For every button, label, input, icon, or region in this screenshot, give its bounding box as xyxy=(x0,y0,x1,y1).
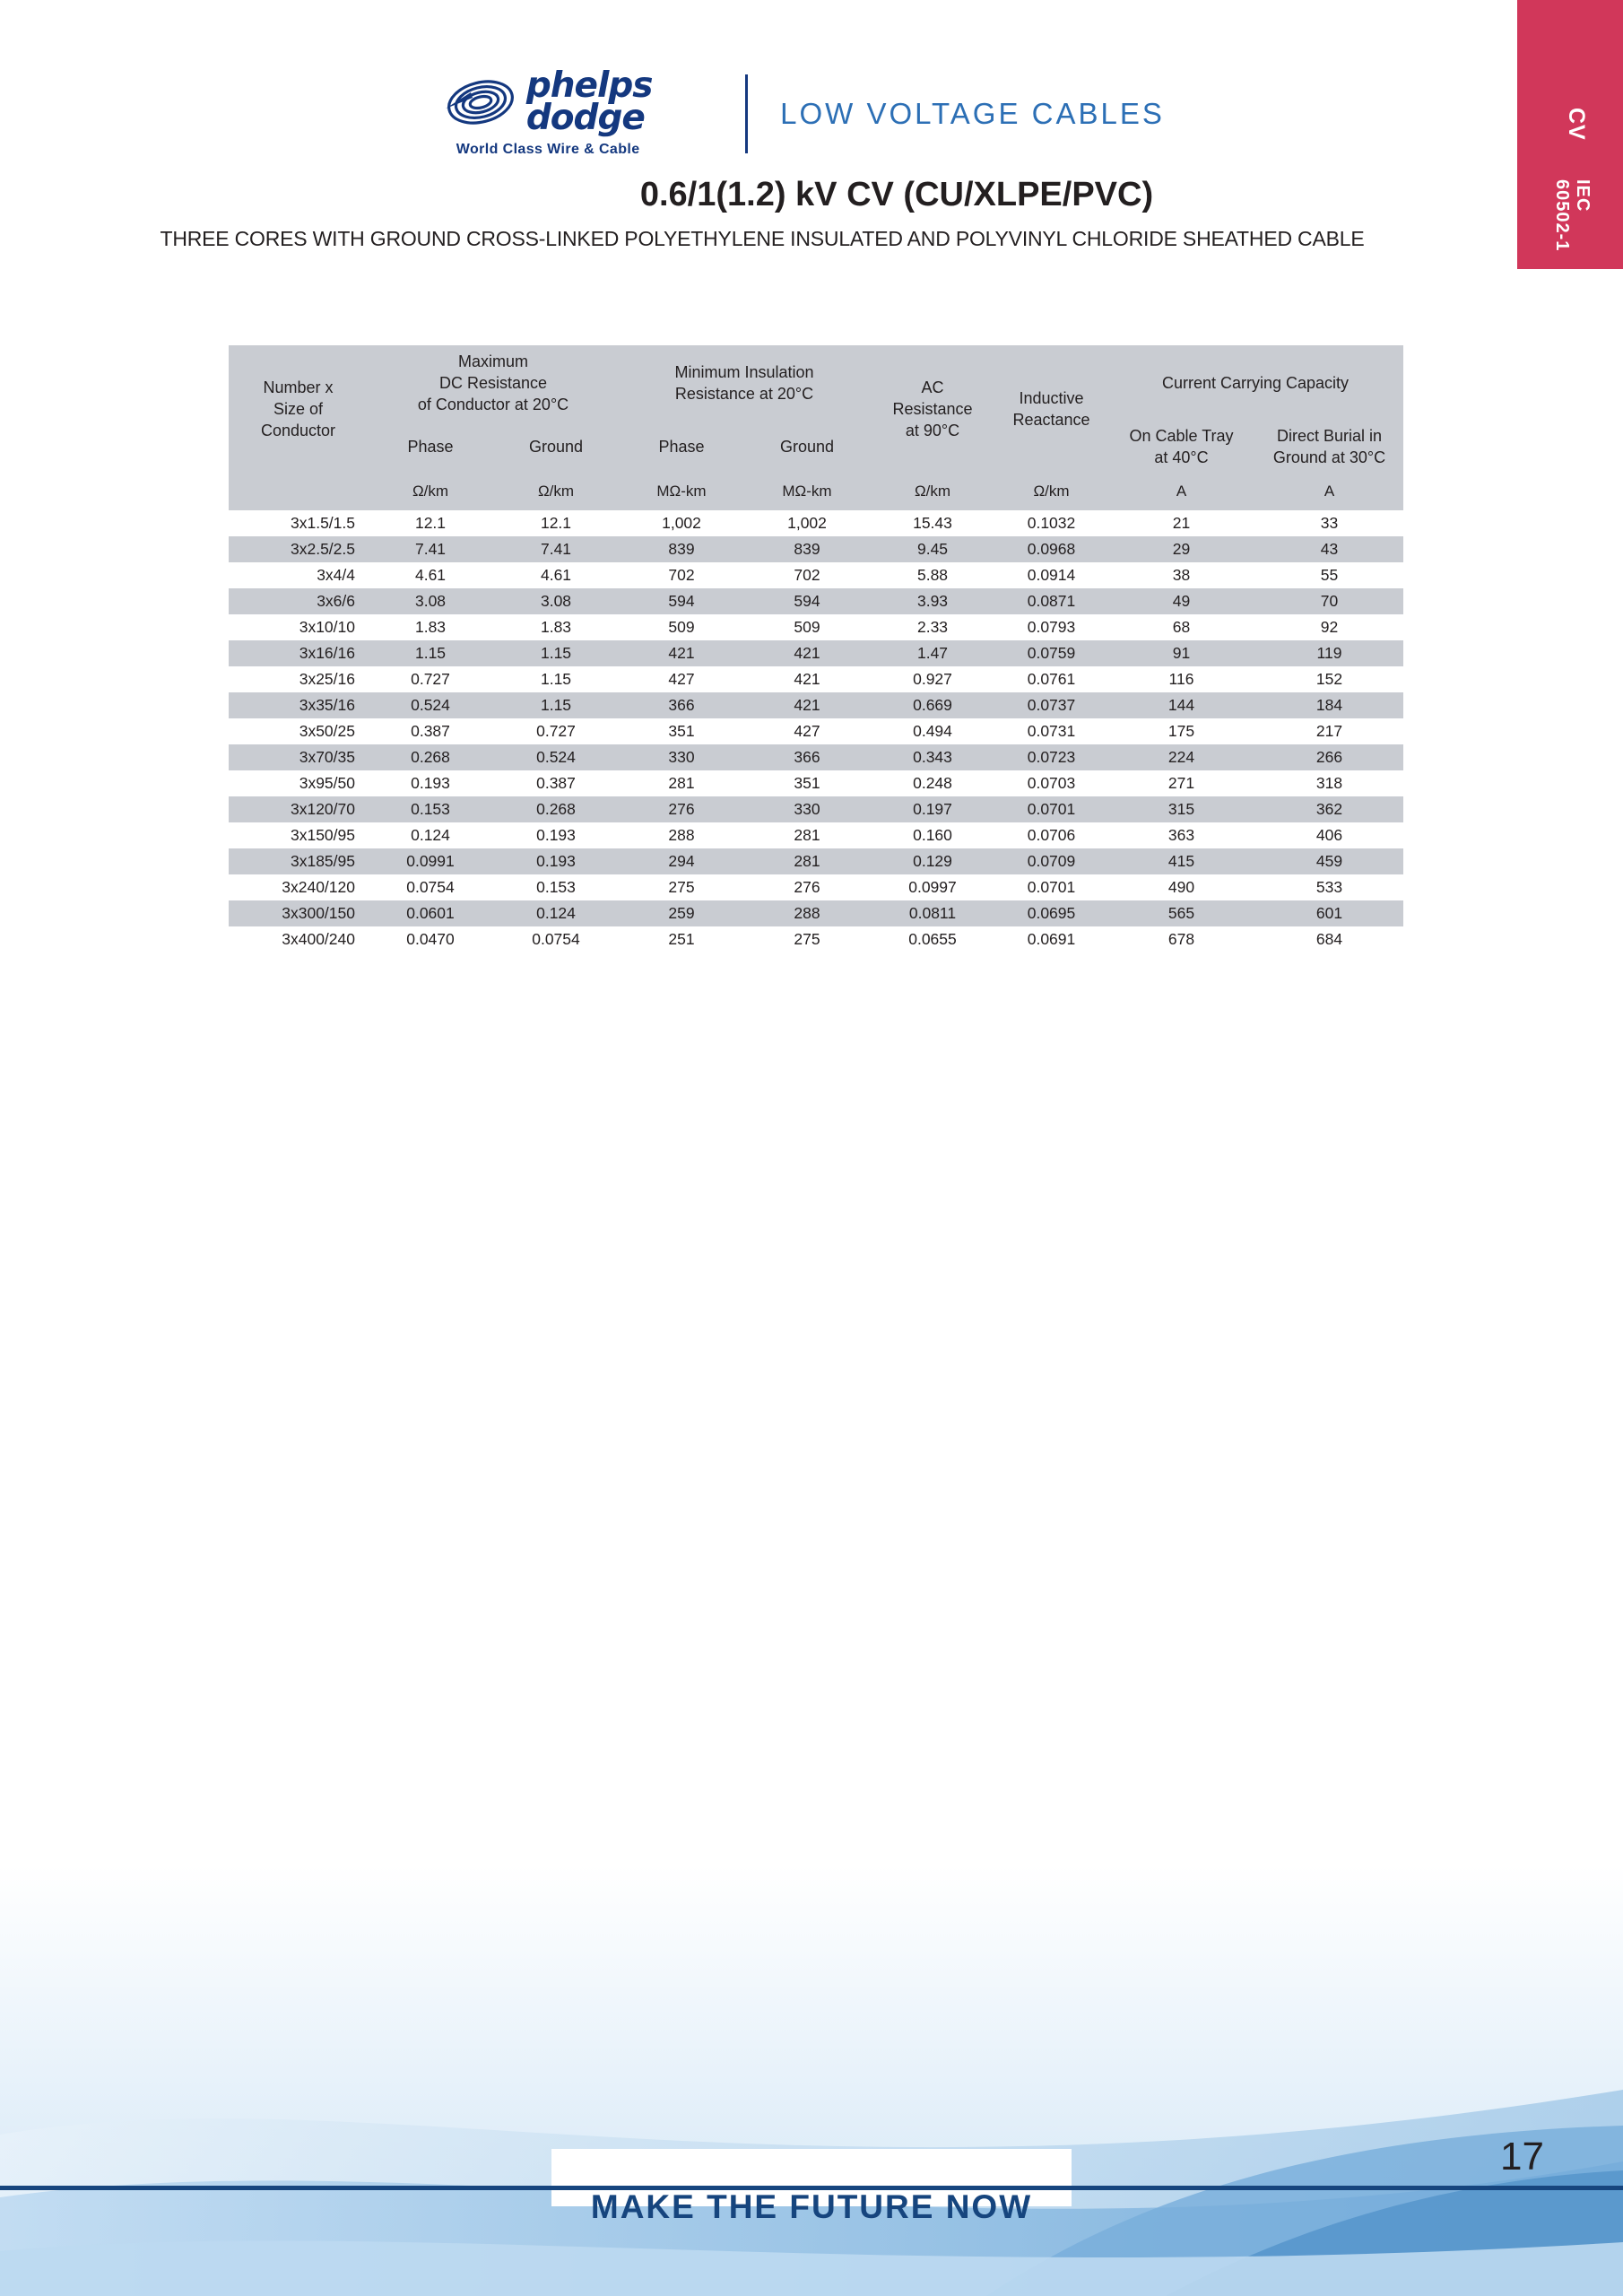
cell-conductor-size: 3x120/70 xyxy=(229,796,368,822)
table-cell: 0.193 xyxy=(536,826,576,844)
table-cell: 366 xyxy=(744,744,870,770)
unit-dc-phase: Ω/km xyxy=(368,473,493,510)
header-dc-l3: of Conductor at 20°C xyxy=(417,396,569,414)
table-cell: 0.0470 xyxy=(406,930,455,948)
table-cell: 684 xyxy=(1315,930,1343,948)
table-row xyxy=(229,900,1403,926)
subheader-burial-l1: Direct Burial in xyxy=(1276,426,1383,445)
cell-conductor-size: 3x185/95 xyxy=(229,848,368,874)
table-cell: 0.268 xyxy=(368,744,493,770)
table-cell: 0.0754 xyxy=(406,878,455,896)
brand-row xyxy=(0,65,1524,158)
table-cell: 288 xyxy=(668,826,695,844)
table-cell: 0.0759 xyxy=(995,640,1107,666)
header-ac-l3: at 90°C xyxy=(905,422,960,440)
header-size-l1: Number x xyxy=(263,378,334,396)
table-head xyxy=(229,345,1403,510)
spec-table-container xyxy=(229,345,1403,952)
table-row xyxy=(229,718,1403,744)
unit-cable-tray: A xyxy=(1107,473,1255,510)
table-cell: 288 xyxy=(744,900,870,926)
unit-direct-burial: A xyxy=(1255,473,1403,510)
table-cell: 275 xyxy=(794,930,820,948)
table-cell: 509 xyxy=(794,618,820,636)
table-row xyxy=(229,588,1403,614)
subheader-ins-phase: Phase xyxy=(619,421,744,473)
cell-conductor-size: 3x16/16 xyxy=(229,640,368,666)
table-cell: 421 xyxy=(794,670,820,688)
wave-graphic xyxy=(0,1866,1623,2296)
table-cell: 594 xyxy=(619,588,744,614)
table-row xyxy=(229,510,1403,536)
table-row xyxy=(229,874,1403,900)
table-row xyxy=(229,640,1403,666)
table-cell: 0.0709 xyxy=(995,848,1107,874)
table-cell: 116 xyxy=(1168,670,1194,688)
table-row xyxy=(229,744,1403,770)
unit-row xyxy=(229,473,1403,510)
table-cell: 91 xyxy=(1107,640,1255,666)
unit-reactance: Ω/km xyxy=(995,473,1107,510)
header-inductive-reactance xyxy=(995,345,1107,473)
table-cell: 315 xyxy=(1107,796,1255,822)
cell-conductor-size: 3x1.5/1.5 xyxy=(291,514,355,532)
table-cell: 224 xyxy=(1107,744,1255,770)
table-cell: 15.43 xyxy=(913,514,952,532)
table-cell: 1.15 xyxy=(540,670,572,688)
table-cell: 601 xyxy=(1255,900,1403,926)
subheader-dc-phase: Phase xyxy=(368,421,493,473)
table-cell: 184 xyxy=(1255,692,1403,718)
table-cell: 0.0701 xyxy=(1027,878,1076,896)
header-dc-l2: DC Resistance xyxy=(438,373,548,392)
table-row xyxy=(229,796,1403,822)
table-row xyxy=(229,926,1403,952)
table-cell: 0.160 xyxy=(913,826,952,844)
table-cell: 4.61 xyxy=(540,566,572,584)
logo-tagline: World Class Wire & Cable xyxy=(456,141,640,157)
table-cell: 421 xyxy=(744,692,870,718)
table-cell: 0.0703 xyxy=(1027,774,1076,792)
table-cell: 0.387 xyxy=(411,722,450,740)
table-cell: 427 xyxy=(794,722,820,740)
table-cell: 0.1032 xyxy=(1027,514,1076,532)
page-header xyxy=(0,65,1524,251)
table-cell: 2.33 xyxy=(916,618,949,636)
table-cell: 839 xyxy=(744,536,870,562)
table-cell: 0.669 xyxy=(870,692,995,718)
table-cell: 0.0737 xyxy=(995,692,1107,718)
table-cell: 68 xyxy=(1172,618,1191,636)
table-cell: 0.268 xyxy=(493,796,619,822)
table-cell: 366 xyxy=(619,692,744,718)
table-cell: 0.129 xyxy=(870,848,995,874)
table-cell: 533 xyxy=(1315,878,1343,896)
table-row xyxy=(229,562,1403,588)
table-cell: 152 xyxy=(1315,670,1343,688)
logo-main xyxy=(444,65,653,138)
document-title: 0.6/1(1.2) kV CV (CU/XLPE/PVC) xyxy=(639,175,1154,213)
table-cell: 565 xyxy=(1107,900,1255,926)
table-cell: 509 xyxy=(668,618,695,636)
table-row xyxy=(229,822,1403,848)
header-divider xyxy=(745,74,748,153)
table-cell: 0.0695 xyxy=(995,900,1107,926)
table-cell: 406 xyxy=(1315,826,1343,844)
unit-ins-phase: MΩ-km xyxy=(619,473,744,510)
footer-decoration xyxy=(0,1866,1623,2296)
table-cell: 3.93 xyxy=(870,588,995,614)
subheader-ins-ground: Ground xyxy=(744,421,870,473)
table-cell: 0.0701 xyxy=(995,796,1107,822)
table-cell: 702 xyxy=(668,566,695,584)
table-cell: 33 xyxy=(1320,514,1339,532)
table-body xyxy=(229,510,1403,952)
logo-wordmark xyxy=(525,65,653,138)
table-cell: 490 xyxy=(1167,878,1195,896)
header-react-l1: Inductive xyxy=(1019,388,1084,407)
table-cell: 459 xyxy=(1255,848,1403,874)
table-cell: 0.0997 xyxy=(908,878,957,896)
table-cell: 266 xyxy=(1255,744,1403,770)
table-cell: 330 xyxy=(744,796,870,822)
table-cell: 294 xyxy=(619,848,744,874)
header-size xyxy=(229,345,368,473)
table-cell: 7.41 xyxy=(368,536,493,562)
subheader-cable-tray xyxy=(1107,421,1255,473)
table-cell: 119 xyxy=(1255,640,1403,666)
table-cell: 12.1 xyxy=(540,514,572,532)
table-cell: 330 xyxy=(619,744,744,770)
table-cell: 29 xyxy=(1107,536,1255,562)
table-cell: 839 xyxy=(619,536,744,562)
table-cell: 3.08 xyxy=(493,588,619,614)
table-cell: 217 xyxy=(1315,722,1343,740)
header-insulation-resistance xyxy=(619,345,870,421)
table-cell: 92 xyxy=(1320,618,1339,636)
table-cell: 9.45 xyxy=(870,536,995,562)
page-number: 17 xyxy=(1500,2135,1544,2179)
cell-conductor-size: 3x2.5/2.5 xyxy=(229,536,368,562)
table-cell: 0.0914 xyxy=(1027,566,1076,584)
cell-conductor-size: 3x25/16 xyxy=(299,670,355,688)
table-cell: 175 xyxy=(1167,722,1195,740)
table-cell: 5.88 xyxy=(916,566,949,584)
table-cell: 1.15 xyxy=(368,640,493,666)
table-cell: 1.83 xyxy=(414,618,447,636)
table-cell: 702 xyxy=(794,566,820,584)
unit-ac: Ω/km xyxy=(870,473,995,510)
company-logo xyxy=(360,65,736,158)
cell-conductor-size: 3x95/50 xyxy=(299,774,355,792)
table-cell: 1.15 xyxy=(493,692,619,718)
subheader-direct-burial xyxy=(1255,421,1403,473)
table-cell: 0.343 xyxy=(870,744,995,770)
table-cell: 281 xyxy=(668,774,695,792)
table-cell: 271 xyxy=(1167,774,1195,792)
table-cell: 144 xyxy=(1107,692,1255,718)
table-cell: 55 xyxy=(1320,566,1339,584)
header-size-l2: Size of xyxy=(273,399,324,418)
header-ins-l1: Minimum Insulation xyxy=(674,362,814,381)
table-cell: 0.0793 xyxy=(1027,618,1076,636)
subheader-tray-l1: On Cable Tray xyxy=(1129,426,1234,445)
series-title: LOW VOLTAGE CABLES xyxy=(780,96,1165,130)
table-cell: 0.193 xyxy=(411,774,450,792)
table-cell: 38 xyxy=(1172,566,1191,584)
cell-conductor-size: 3x35/16 xyxy=(229,692,368,718)
table-cell: 0.0706 xyxy=(1027,826,1076,844)
logo-line1: phelps xyxy=(525,65,653,106)
table-cell: 351 xyxy=(668,722,695,740)
table-cell: 251 xyxy=(668,930,695,948)
table-cell: 259 xyxy=(619,900,744,926)
side-tab-cv-label: CV xyxy=(1564,108,1589,141)
cell-conductor-size: 3x70/35 xyxy=(229,744,368,770)
table-cell: 0.0691 xyxy=(1027,930,1076,948)
table-cell: 0.0871 xyxy=(995,588,1107,614)
table-cell: 3.08 xyxy=(368,588,493,614)
table-cell: 0.0655 xyxy=(908,930,957,948)
table-cell: 0.387 xyxy=(536,774,576,792)
table-cell: 12.1 xyxy=(414,514,447,532)
table-cell: 0.927 xyxy=(913,670,952,688)
table-cell: 351 xyxy=(794,774,820,792)
table-cell: 0.153 xyxy=(368,796,493,822)
table-row xyxy=(229,692,1403,718)
cell-conductor-size: 3x150/95 xyxy=(290,826,355,844)
header-size-l3: Conductor xyxy=(260,422,336,440)
cell-conductor-size: 3x400/240 xyxy=(282,930,355,948)
table-cell: 21 xyxy=(1172,514,1191,532)
side-tab-text xyxy=(1517,0,1623,269)
side-tab xyxy=(1517,0,1623,269)
table-cell: 0.0731 xyxy=(1027,722,1076,740)
table-cell: 49 xyxy=(1107,588,1255,614)
table-row xyxy=(229,536,1403,562)
table-cell: 70 xyxy=(1255,588,1403,614)
table-cell: 0.494 xyxy=(913,722,952,740)
table-cell: 0.0991 xyxy=(368,848,493,874)
table-row xyxy=(229,666,1403,692)
table-cell: 0.0761 xyxy=(1027,670,1076,688)
header-dc-resistance xyxy=(368,345,619,421)
swirl-icon xyxy=(444,74,517,130)
table-cell: 1.47 xyxy=(870,640,995,666)
table-cell: 275 xyxy=(668,878,695,896)
table-cell: 1,002 xyxy=(787,514,827,532)
table-cell: 594 xyxy=(744,588,870,614)
table-cell: 276 xyxy=(619,796,744,822)
table-cell: 421 xyxy=(744,640,870,666)
logo-line2: dodge xyxy=(525,97,645,138)
document-subtitle: THREE CORES WITH GROUND CROSS-LINKED POLYETHYLENE INSULATED AND POLYVINYL CHLORIDE SHEATHED CABLE xyxy=(160,226,1365,250)
unit-size xyxy=(229,473,368,510)
table-cell: 276 xyxy=(794,878,820,896)
subheader-tray-l2: at 40°C xyxy=(1154,448,1209,466)
table-cell: 281 xyxy=(794,826,820,844)
table-cell: 0.248 xyxy=(913,774,952,792)
table-cell: 0.524 xyxy=(493,744,619,770)
side-tab-standard-label: IEC 60502-1 xyxy=(1552,179,1593,252)
table-cell: 4.61 xyxy=(414,566,447,584)
table-cell: 0.727 xyxy=(536,722,576,740)
table-cell: 0.193 xyxy=(493,848,619,874)
table-cell: 43 xyxy=(1255,536,1403,562)
cell-conductor-size: 3x6/6 xyxy=(229,588,368,614)
cell-conductor-size: 3x10/10 xyxy=(299,618,355,636)
table-cell: 421 xyxy=(619,640,744,666)
cell-conductor-size: 3x4/4 xyxy=(317,566,355,584)
table-cell: 281 xyxy=(744,848,870,874)
header-react-l2: Reactance xyxy=(1012,411,1090,429)
table-row xyxy=(229,848,1403,874)
table-cell: 0.0723 xyxy=(995,744,1107,770)
header-ac-l1: AC xyxy=(921,378,944,396)
header-ac-l2: Resistance xyxy=(892,399,973,418)
subheader-burial-l2: Ground at 30°C xyxy=(1272,448,1386,466)
table-cell: 415 xyxy=(1107,848,1255,874)
table-cell: 427 xyxy=(668,670,695,688)
unit-dc-ground: Ω/km xyxy=(493,473,619,510)
table-row xyxy=(229,770,1403,796)
header-ac-resistance xyxy=(870,345,995,473)
table-cell: 0.124 xyxy=(493,900,619,926)
cell-conductor-size: 3x50/25 xyxy=(299,722,355,740)
header-row-group xyxy=(229,345,1403,421)
unit-ins-ground: MΩ-km xyxy=(744,473,870,510)
table-cell: 1,002 xyxy=(662,514,701,532)
table-cell: 0.0601 xyxy=(368,900,493,926)
header-dc-l1: Maximum xyxy=(457,352,528,370)
table-cell: 0.524 xyxy=(368,692,493,718)
cable-spec-table xyxy=(229,345,1403,952)
header-current-capacity: Current Carrying Capacity xyxy=(1107,345,1403,421)
table-row xyxy=(229,614,1403,640)
table-cell: 362 xyxy=(1255,796,1403,822)
table-cell: 678 xyxy=(1167,930,1195,948)
subheader-dc-ground: Ground xyxy=(493,421,619,473)
header-ins-l2: Resistance at 20°C xyxy=(674,385,814,403)
header-subrow xyxy=(229,421,1403,473)
table-cell: 0.0811 xyxy=(870,900,995,926)
table-cell: 1.15 xyxy=(493,640,619,666)
table-cell: 0.197 xyxy=(870,796,995,822)
cell-conductor-size: 3x240/120 xyxy=(282,878,355,896)
table-cell: 363 xyxy=(1167,826,1195,844)
table-cell: 0.0754 xyxy=(532,930,580,948)
table-cell: 0.727 xyxy=(411,670,450,688)
table-cell: 1.83 xyxy=(540,618,572,636)
table-cell: 0.0968 xyxy=(995,536,1107,562)
footer-slogan: MAKE THE FUTURE NOW xyxy=(590,2188,1033,2225)
table-cell: 0.153 xyxy=(536,878,576,896)
table-cell: 7.41 xyxy=(493,536,619,562)
cell-conductor-size: 3x300/150 xyxy=(229,900,368,926)
table-cell: 318 xyxy=(1315,774,1343,792)
table-cell: 0.124 xyxy=(411,826,450,844)
